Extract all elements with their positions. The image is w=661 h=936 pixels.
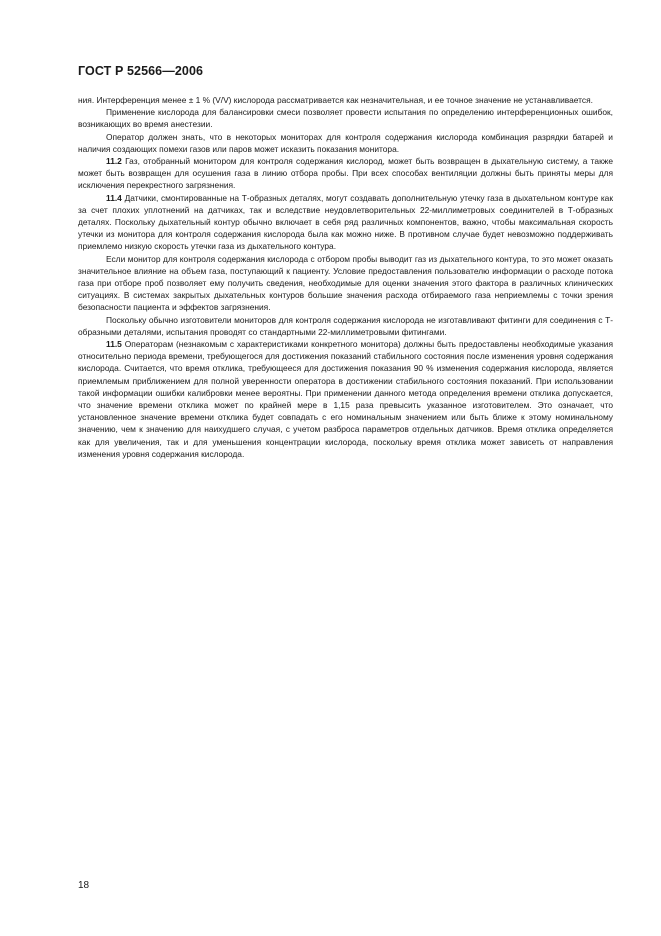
paragraph-text: Если монитор для контроля содержания кислорода с отбором пробы выводит газ из дыхательного контура, то это может оказать значительное влияние на объем газа, поступающий к пациенту. Условие предоставления пользователю информации о расходе потока газа при отборе проб позволяет ему получить сведения, необходимые для оценки значения этого фактора в различных клинических ситуациях. В системах закрытых дыхательных контуров большие значения расхода отбираемого газа неприемлемы с точки зрения безопасности пациента и эффектов загрязнения. xyxy=(78,253,613,313)
clause-number: 11.2 xyxy=(106,156,122,167)
paragraph-text: Оператор должен знать, что в некоторых мониторах для контроля содержания кислорода комбинация разрядки батарей и наличия создающих помехи газов или паров может исказить показания монитора. xyxy=(78,131,613,154)
document-header: ГОСТ Р 52566—2006 xyxy=(78,64,204,78)
paragraph-text: Поскольку обычно изготовители мониторов для контроля содержания кислорода не изготавливают фитинги для соединения с Т-образными деталями, испытания проводят со стандартными 22-миллиметровыми фитингами. xyxy=(78,314,613,337)
paragraph-text: Датчики, смонтированные на Т-образных деталях, могут создавать дополнительную утечку газа в дыхательном контуре как за счет плохих уплотнений на датчиках, так и вследствие неудовлетворительных 22-миллиметровых соединителей в Т-образных деталях. Поскольку дыхательный контур обычно включает в себя ряд различных компонентов, важно, чтобы максимальная скорость утечки из монитора для контроля содержания кислорода была как можно ниже. В противном случае будет невозможно поддерживать приемлемо низкую скорость утечки газа из дыхательного контура. xyxy=(78,192,613,252)
paragraph-text: Применение кислорода для балансировки смеси позволяет провести испытания по определению интерференционных ошибок, возникающих во время анестезии. xyxy=(78,107,613,130)
clause-11-5 xyxy=(78,338,613,460)
paragraph xyxy=(78,253,613,314)
paragraph-text: Газ, отобранный монитором для контроля содержания кислород, может быть возвращен в дыхательную систему, а также может быть возвращен для осушения газа в линию отбора пробы. При всех способах вентиляции должны быть приняты меры для исключения перекрестного загрязнения. xyxy=(78,156,613,191)
paragraph xyxy=(78,106,613,130)
document-body xyxy=(78,94,613,460)
clause-11-4 xyxy=(78,192,613,253)
paragraph xyxy=(78,314,613,338)
paragraph-continuation xyxy=(78,94,613,106)
paragraph xyxy=(78,131,613,155)
clause-number: 11.5 xyxy=(106,339,122,350)
paragraph-text: Операторам (незнакомым с характеристиками конкретного монитора) должны быть предоставлены необходимые указания относительно периода времени, требующегося для достижения показаний стабильного состояния после изменения уровня содержания кислорода. Считается, что время отклика, требующееся для достижения показания 90 % изменения содержания кислорода, является приемлемым приближением для полной уверенности оператора в достижении стабильного состояния показаний. При использовании такой информации ошибки калибровки менее вероятны. При применении данного метода определения времени отклика допускается, что значение времени отклика может по крайней мере в 1,15 раза превысить указанное изготовителем. Это означает, что установленное значение времени отклика будет совпадать с его номинальным значением или быть ближе к этому номинальному значению, чем к значению для наихудшего случая, с учетом разброса параметров отдельных датчиков. Время отклика определяется как для увеличения, так и для уменьшения концентрации кислорода, поскольку время отклика может зависеть от направления изменения уровня содержания кислорода. xyxy=(78,339,614,459)
page-number: 18 xyxy=(78,880,90,891)
clause-number: 11.4 xyxy=(106,192,122,203)
clause-11-2 xyxy=(78,155,613,192)
paragraph-text: ния. Интерференция менее ± 1 % (V/V) кислорода рассматривается как незначительная, и ее точное значение не устанавливается. xyxy=(78,95,593,105)
